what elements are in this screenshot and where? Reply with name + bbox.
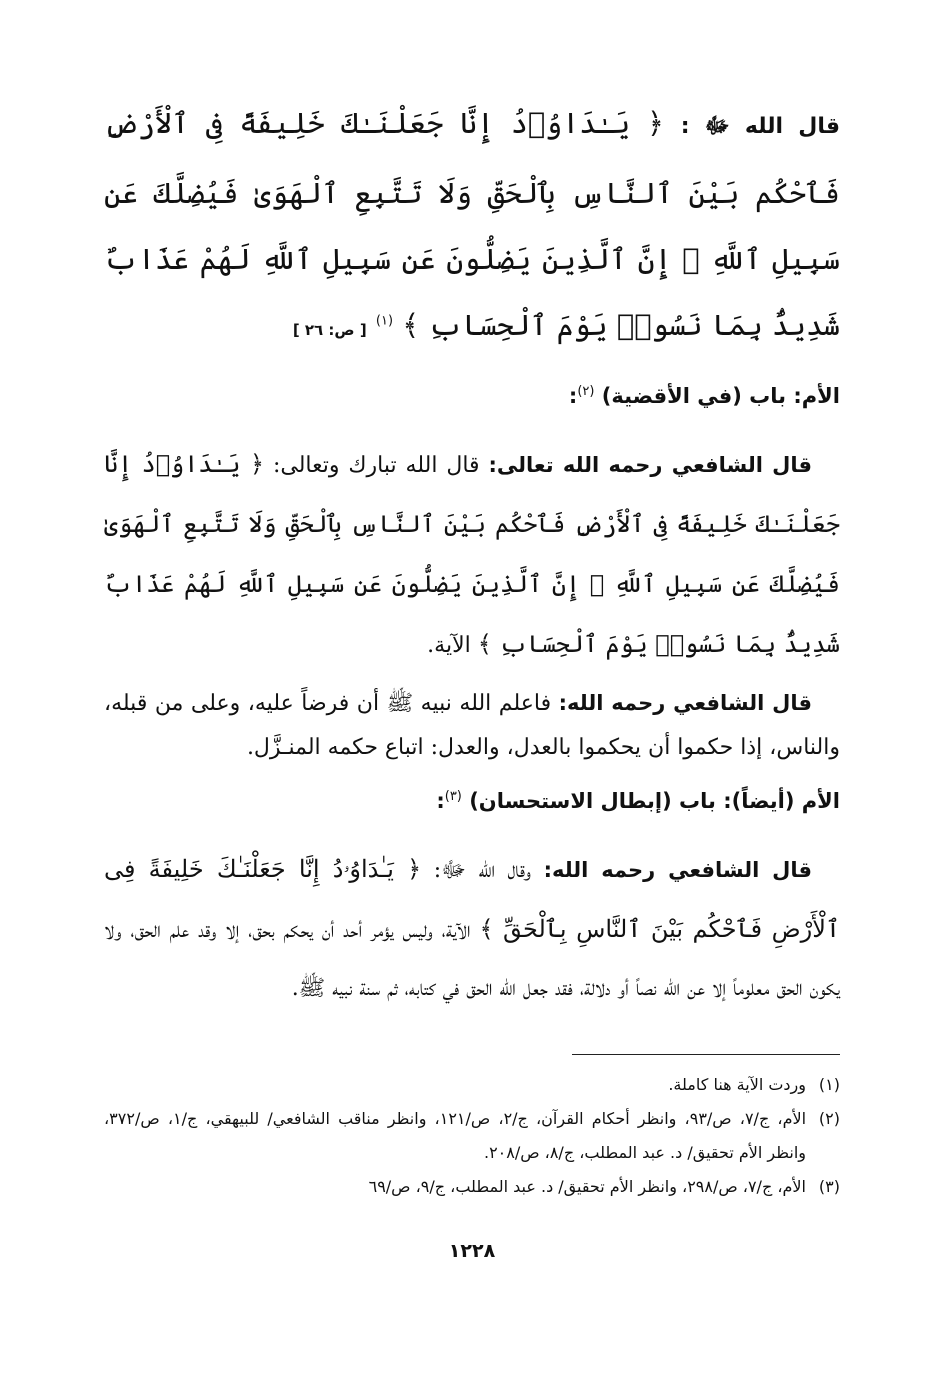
footnote-item: [104, 1068, 840, 1102]
footnote-text: الأم، ج/٧، ص/٢٩٨، وانظر الأم تحقيق/ د. عبد المطلب، ج/٩، ص/٦٩: [368, 1177, 806, 1196]
section-heading-text: الأم: باب (في الأقضية): [601, 384, 840, 408]
heading-colon: :: [568, 384, 578, 408]
section-heading: [104, 379, 840, 413]
quran-intro-lead: قال الله ﷻ :: [680, 114, 840, 139]
paragraph: [104, 840, 840, 1018]
section-heading-text: الأم (أيضاً): باب (إبطال الاستحسان): [469, 789, 840, 813]
footnote-separator: [572, 1054, 840, 1055]
paragraph: [104, 435, 840, 675]
speaker-label: قال الشافعي رحمه الله:: [558, 691, 813, 715]
quran-verse: ﴿ يَـٰدَاوُۥدُ إِنَّا جَعَلْنَـٰكَ خَلِيفَةً فِى ٱلْأَرْضِ فَٱحْكُم بَيْنَ ٱلنَّاسِ بِٱلْحَقِّ وَلَا تَتَّبِعِ ٱلْهَوَىٰ فَيُضِلَّكَ عَن سَبِيلِ ٱللَّهِ ۚ إِنَّ ٱلَّذِينَ يَضِلُّونَ عَن سَبِيلِ ٱللَّهِ لَهُمْ عَذَابٌ شَدِيدٌۢ بِمَا نَسُوا۟ يَوْمَ ٱلْحِسَابِ ﴾: [104, 450, 840, 658]
footnote-mark: (٢): [577, 384, 595, 399]
heading-colon: :: [436, 789, 445, 813]
footnote-number: (١): [818, 1075, 840, 1094]
quran-verse: ﴿ يَـٰدَاوُۥدُ إِنَّا جَعَلْنَـٰكَ خَلِيفَةً فِى ٱلْأَرْضِ فَٱحْكُم بَيْنَ ٱلنَّاسِ بِٱلْحَقِّ وَلَا تَتَّبِعِ ٱلْهَوَىٰ فَيُضِلَّكَ عَن سَبِيلِ ٱللَّهِ ۚ إِنَّ ٱلَّذِينَ يَضِلُّونَ عَن سَبِيلِ ٱللَّهِ لَهُمْ عَذَابٌ شَدِيدٌۢ بِمَا نَسُوا۟ يَوْمَ ٱلْحِسَابِ ﴾: [104, 106, 840, 342]
quran-intro-block: [104, 90, 840, 363]
speaker-label: قال الشافعي رحمه الله تعالى:: [488, 453, 812, 477]
paragraph-tail: الآية.: [427, 633, 471, 658]
footnote-mark: (٣): [444, 789, 462, 804]
footnote-mark: (١): [375, 313, 394, 329]
footnote-text: الأم، ج/٧، ص/٩٣، وانظر أحكام القرآن، ج/٢، ص/١٢١، وانظر مناقب الشافعي/ للبيهقي، ج/١، ص/٣٧٢، وانظر الأم تحقيق/ د. عبد المطلب، ج/٨، ص/٢٠٨.: [104, 1109, 807, 1162]
footnotes: [104, 1068, 840, 1204]
footnote-item: [104, 1170, 840, 1204]
section-heading: [104, 784, 840, 818]
paragraph-intro: وقال الله ﷻ:: [433, 858, 532, 883]
footnote-number: (٣): [818, 1177, 840, 1196]
speaker-label: قال الشافعي رحمه الله:: [543, 858, 813, 882]
footnote-number: (٢): [818, 1109, 840, 1128]
paragraph-intro: قال الله تبارك وتعالى:: [272, 453, 480, 478]
page-number: ١٢٢٨: [448, 1240, 496, 1262]
footnote-text: وردت الآية هنا كاملة.: [668, 1075, 806, 1094]
paragraph-text: الآية، وليس يؤمر أحد أن يحكم بحق، إلا وقد علم الحق، ولا يكون الحق معلوماً إلا عن الله نصاً أو دلالة، فقد جعل الله الحق في كتابه، ثم سنة نبيه ﷺ.: [104, 918, 840, 1001]
main-content: [104, 90, 840, 1024]
footnote-item: [104, 1102, 840, 1170]
quran-verse: ﴿ يَـٰدَاوُۥدُ إِنَّا جَعَلْنَـٰكَ خَلِيفَةً فِى ٱلْأَرْضِ فَٱحْكُم بَيْنَ ٱلنَّاسِ بِٱلْحَقِّ ﴾: [104, 855, 841, 943]
paragraph: [104, 681, 840, 770]
verse-reference: [ ص: ٢٦ ]: [292, 321, 367, 339]
paragraph-text: فاعلم الله نبيه ﷺ أن فرضاً عليه، وعلى من قبله، والناس، إذا حكموا أن يحكموا بالعدل، والعدل: اتباع حكمه المنـزَّل.: [104, 691, 840, 760]
